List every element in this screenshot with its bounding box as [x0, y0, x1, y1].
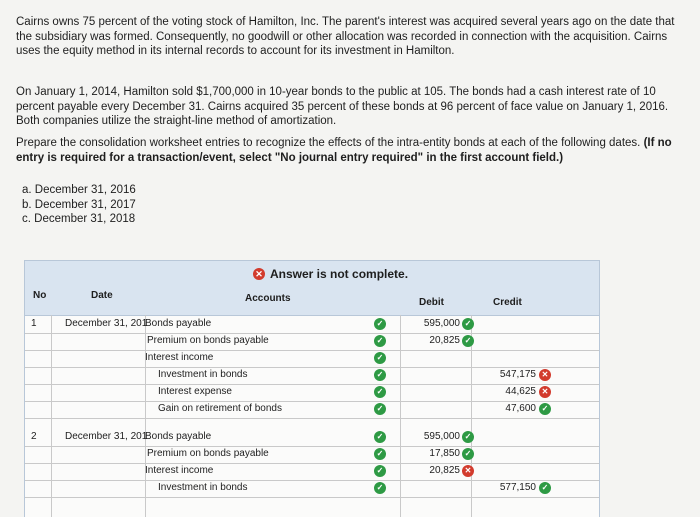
entry-date-select[interactable]: December 31, 201 [65, 431, 148, 442]
problem-paragraph-1: Cairns owns 75 percent of the voting stock of Hamilton, Inc. The parent's interest was acquired several years ago on the date that the subsidiary was formed. Consequently, no goodwill or other allocation was recorded in connection with the acquisition. Cairns uses the equity method in its internal records to account for its investment in Hamilton. [16, 16, 675, 57]
check-icon: ✓ [462, 318, 474, 330]
table-row [25, 480, 599, 498]
journal-entry-table [24, 288, 600, 517]
account-select[interactable]: Investment in bonds [158, 369, 248, 380]
credit-input[interactable]: 44,625 [505, 386, 536, 397]
header-accounts: Accounts [245, 293, 291, 304]
account-select[interactable]: Gain on retirement of bonds [158, 403, 282, 414]
table-row [25, 316, 599, 334]
entry-number: 1 [31, 318, 37, 329]
check-icon: ✓ [374, 386, 386, 398]
part-a: a. December 31, 2016 [22, 184, 136, 196]
entry-date-select[interactable]: December 31, 201 [65, 318, 148, 329]
account-select[interactable]: Interest expense [158, 386, 232, 397]
debit-input[interactable]: 20,825 [429, 335, 460, 346]
check-icon: ✓ [374, 431, 386, 443]
account-select[interactable]: Premium on bonds payable [147, 335, 269, 346]
check-icon: ✓ [374, 352, 386, 364]
header-credit: Credit [493, 297, 522, 308]
parts-list [22, 183, 136, 227]
answer-status-banner [24, 260, 600, 290]
check-icon: ✓ [462, 431, 474, 443]
check-icon: ✓ [374, 369, 386, 381]
problem-paragraph-2: On January 1, 2014, Hamilton sold $1,700,000 in 10-year bonds to the public at 105. The bonds had a cash interest rate of 10 percent payable every December 31. Cairns acquired 35 percent of these bonds at 96 percent of face value on January 1, 2016. Both companies utilize the straight-line method of amortization. [16, 86, 669, 127]
check-icon: ✓ [462, 335, 474, 347]
check-icon: ✓ [462, 448, 474, 460]
table-row [25, 401, 599, 419]
check-icon: ✓ [374, 448, 386, 460]
debit-input[interactable]: 17,850 [429, 448, 460, 459]
check-icon: ✓ [374, 465, 386, 477]
table-row [25, 350, 599, 368]
credit-input[interactable]: 47,600 [505, 403, 536, 414]
check-icon: ✓ [374, 318, 386, 330]
check-icon: ✓ [374, 482, 386, 494]
account-select[interactable]: Interest income [145, 352, 214, 363]
account-select[interactable]: Bonds payable [145, 431, 212, 442]
table-row [25, 333, 599, 351]
credit-input[interactable]: 577,150 [499, 482, 536, 493]
x-circle-icon: ✕ [539, 369, 551, 381]
header-no: No [33, 290, 47, 301]
problem-paragraph-3 [16, 136, 681, 165]
part-b: b. December 31, 2017 [22, 198, 136, 211]
check-icon: ✓ [539, 482, 551, 494]
account-select[interactable]: Premium on bonds payable [147, 448, 269, 459]
table-row [25, 384, 599, 402]
instructions-text: Prepare the consolidation worksheet entries to recognize the effects of the intra-entity bonds at each of the following dates. [16, 137, 641, 149]
debit-input[interactable]: 20,825 [429, 465, 460, 476]
credit-input[interactable]: 547,175 [499, 369, 536, 380]
header-date: Date [91, 290, 113, 301]
table-header [25, 288, 599, 316]
debit-input[interactable]: 595,000 [423, 431, 460, 442]
check-icon: ✓ [374, 335, 386, 347]
account-select[interactable]: Investment in bonds [158, 482, 248, 493]
x-circle-icon: ✕ [462, 465, 474, 477]
instructions-note: (If no entry is required for a transaction/event, select "No journal entry required" in the first account field.) [16, 137, 672, 164]
account-select[interactable]: Bonds payable [145, 318, 212, 329]
table-row [25, 429, 599, 447]
x-circle-icon: ✕ [253, 268, 265, 280]
part-c: c. December 31, 2018 [22, 213, 136, 225]
x-circle-icon: ✕ [539, 386, 551, 398]
table-row [25, 463, 599, 481]
table-row [25, 446, 599, 464]
check-icon: ✓ [374, 403, 386, 415]
entry-number: 2 [31, 431, 37, 442]
check-icon: ✓ [539, 403, 551, 415]
banner-text: Answer is not complete. [270, 267, 409, 281]
account-select[interactable]: Interest income [145, 465, 214, 476]
debit-input[interactable]: 595,000 [423, 318, 460, 329]
header-debit: Debit [419, 297, 444, 308]
table-row [25, 367, 599, 385]
